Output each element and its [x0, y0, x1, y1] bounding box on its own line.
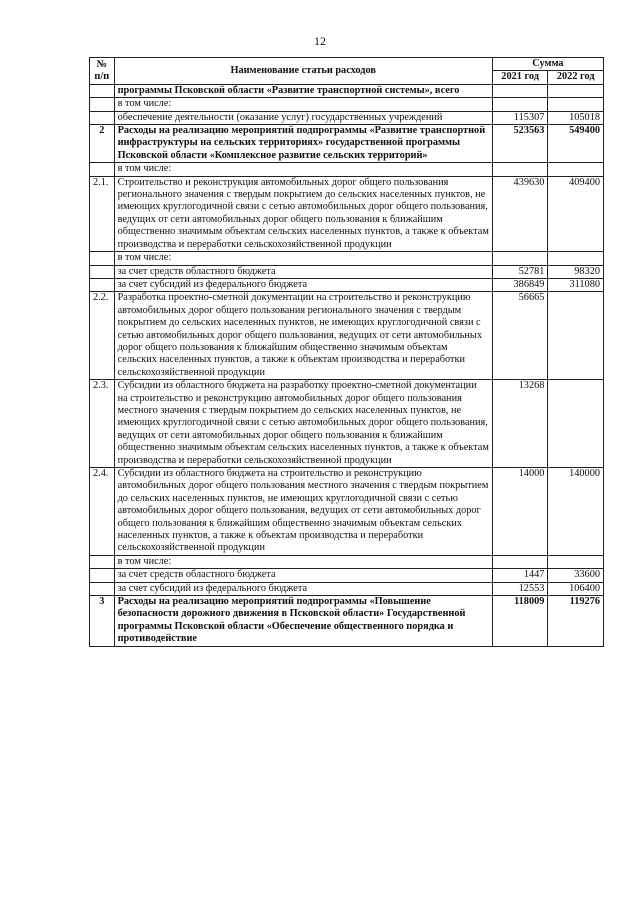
- row-value-2022: 98320: [548, 265, 604, 278]
- table-row: [90, 582, 604, 595]
- row-name: Субсидии из областного бюджета на строительство и реконструкцию автомобильных дорог общего пользования местного значения с твердым покрытием до сельских населенных пунктов, не имеющих круглогодичной связи с сетью автомобильных дорог общего пользования, ведущих от сети автомобильных дорог общего пользования к ближайшим общественно значимым объектам сельских населенных пунктов, а также к объектам производства и переработки сельскохозяйственной продукции: [114, 468, 492, 556]
- row-number: 2.1.: [90, 176, 115, 251]
- row-value-2021: [492, 84, 548, 97]
- row-value-2022: 119276: [548, 596, 604, 647]
- table-row: [90, 569, 604, 582]
- row-number: [90, 278, 115, 291]
- row-number: [90, 252, 115, 265]
- row-number: 2: [90, 125, 115, 163]
- table-row: [90, 380, 604, 468]
- row-value-2022: [548, 163, 604, 176]
- table-row: [90, 163, 604, 176]
- row-value-2021: 14000: [492, 468, 548, 556]
- row-value-2021: 1447: [492, 569, 548, 582]
- row-value-2022: 33600: [548, 569, 604, 582]
- row-number: [90, 98, 115, 111]
- row-value-2022: [548, 380, 604, 468]
- table-row: [90, 555, 604, 568]
- budget-table: [89, 57, 604, 647]
- row-number: [90, 582, 115, 595]
- row-value-2022: 549400: [548, 125, 604, 163]
- row-name: в том числе:: [114, 252, 492, 265]
- row-value-2022: 311080: [548, 278, 604, 291]
- table-row: [90, 125, 604, 163]
- header-year-2022: 2022 год: [548, 71, 604, 84]
- row-value-2022: [548, 252, 604, 265]
- row-value-2022: 106400: [548, 582, 604, 595]
- row-number: [90, 265, 115, 278]
- row-number: [90, 84, 115, 97]
- row-value-2021: 56665: [492, 292, 548, 380]
- row-number: [90, 111, 115, 124]
- table-row: [90, 292, 604, 380]
- header-name: Наименование статьи расходов: [114, 58, 492, 85]
- row-value-2021: 439630: [492, 176, 548, 251]
- table-row: [90, 265, 604, 278]
- row-name: Расходы на реализацию мероприятий подпрограммы «Повышение безопасности дорожного движения в Псковской области» Государственной программы Псковской области «Обеспечение общественного порядка и противодействие: [114, 596, 492, 647]
- row-number: 2.2.: [90, 292, 115, 380]
- table-row: [90, 252, 604, 265]
- row-value-2022: 105018: [548, 111, 604, 124]
- header-num: № п/п: [90, 58, 115, 85]
- row-value-2021: 13268: [492, 380, 548, 468]
- row-value-2021: 523563: [492, 125, 548, 163]
- row-value-2021: [492, 98, 548, 111]
- table-row: [90, 98, 604, 111]
- row-value-2021: 115307: [492, 111, 548, 124]
- table-row: [90, 176, 604, 251]
- row-value-2021: 52781: [492, 265, 548, 278]
- row-name: за счет субсидий из федерального бюджета: [114, 278, 492, 291]
- row-value-2021: 118009: [492, 596, 548, 647]
- row-name: обеспечение деятельности (оказание услуг) государственных учреждений: [114, 111, 492, 124]
- row-value-2021: [492, 163, 548, 176]
- row-number: [90, 569, 115, 582]
- table-row: [90, 84, 604, 97]
- header-year-2021: 2021 год: [492, 71, 548, 84]
- row-value-2022: [548, 84, 604, 97]
- row-name: в том числе:: [114, 163, 492, 176]
- table-row: [90, 596, 604, 647]
- row-value-2021: [492, 555, 548, 568]
- row-name: Строительство и реконструкция автомобильных дорог общего пользования регионального значения с твердым покрытием до сельских населенных пунктов, не имеющих круглогодичной связи с сетью автомобильных дорог общего пользования, ведущих от сети автомобильных дорог общего пользования к ближайшим общественно значимым объектам сельских населенных пунктов, а также к объектам производства и переработки сельскохозяйственной продукции: [114, 176, 492, 251]
- row-name: Расходы на реализацию мероприятий подпрограммы «Развитие транспортной инфраструктуры на сельских территориях» государственной программы Псковской области «Комплексное развитие сельских территорий»: [114, 125, 492, 163]
- row-number: [90, 163, 115, 176]
- row-value-2022: 140000: [548, 468, 604, 556]
- row-name: за счет средств областного бюджета: [114, 569, 492, 582]
- row-value-2022: [548, 98, 604, 111]
- row-name: в том числе:: [114, 98, 492, 111]
- row-value-2021: 12553: [492, 582, 548, 595]
- row-value-2021: 386849: [492, 278, 548, 291]
- page-number: 12: [314, 34, 326, 48]
- header-sum: Сумма: [492, 58, 603, 71]
- row-value-2022: [548, 555, 604, 568]
- table-row: [90, 111, 604, 124]
- row-name: Субсидии из областного бюджета на разработку проектно-сметной документации на строительство и реконструкцию автомобильных дорог общего пользования местного значения с твердым покрытием до сельских населенных пунктов, не имеющих круглогодичной связи с сетью автомобильных дорог общего пользования, ведущих от сети автомобильных дорог общего пользования к ближайшим общественно значимым объектам сельских населенных пунктов, а также к объектам производства и переработки сельскохозяйственной продукции: [114, 380, 492, 468]
- row-name: в том числе:: [114, 555, 492, 568]
- row-name: за счет средств областного бюджета: [114, 265, 492, 278]
- row-number: [90, 555, 115, 568]
- row-name: за счет субсидий из федерального бюджета: [114, 582, 492, 595]
- row-name: Разработка проектно-сметной документации на строительство и реконструкцию автомобильных дорог общего пользования регионального значения с твердым покрытием до сельских населенных пунктов, не имеющих круглогодичной связи с сетью автомобильных дорог общего пользования, ведущих от сети автомобильных дорог общего пользования к ближайшим общественно значимым объектам сельских населенных пунктов, а также к объектам производства и переработки сельскохозяйственной продукции: [114, 292, 492, 380]
- row-value-2022: 409400: [548, 176, 604, 251]
- row-name: программы Псковской области «Развитие транспортной системы», всего: [114, 84, 492, 97]
- row-value-2022: [548, 292, 604, 380]
- table-row: [90, 468, 604, 556]
- row-number: 2.3.: [90, 380, 115, 468]
- table-row: [90, 278, 604, 291]
- row-value-2021: [492, 252, 548, 265]
- row-number: 3: [90, 596, 115, 647]
- row-number: 2.4.: [90, 468, 115, 556]
